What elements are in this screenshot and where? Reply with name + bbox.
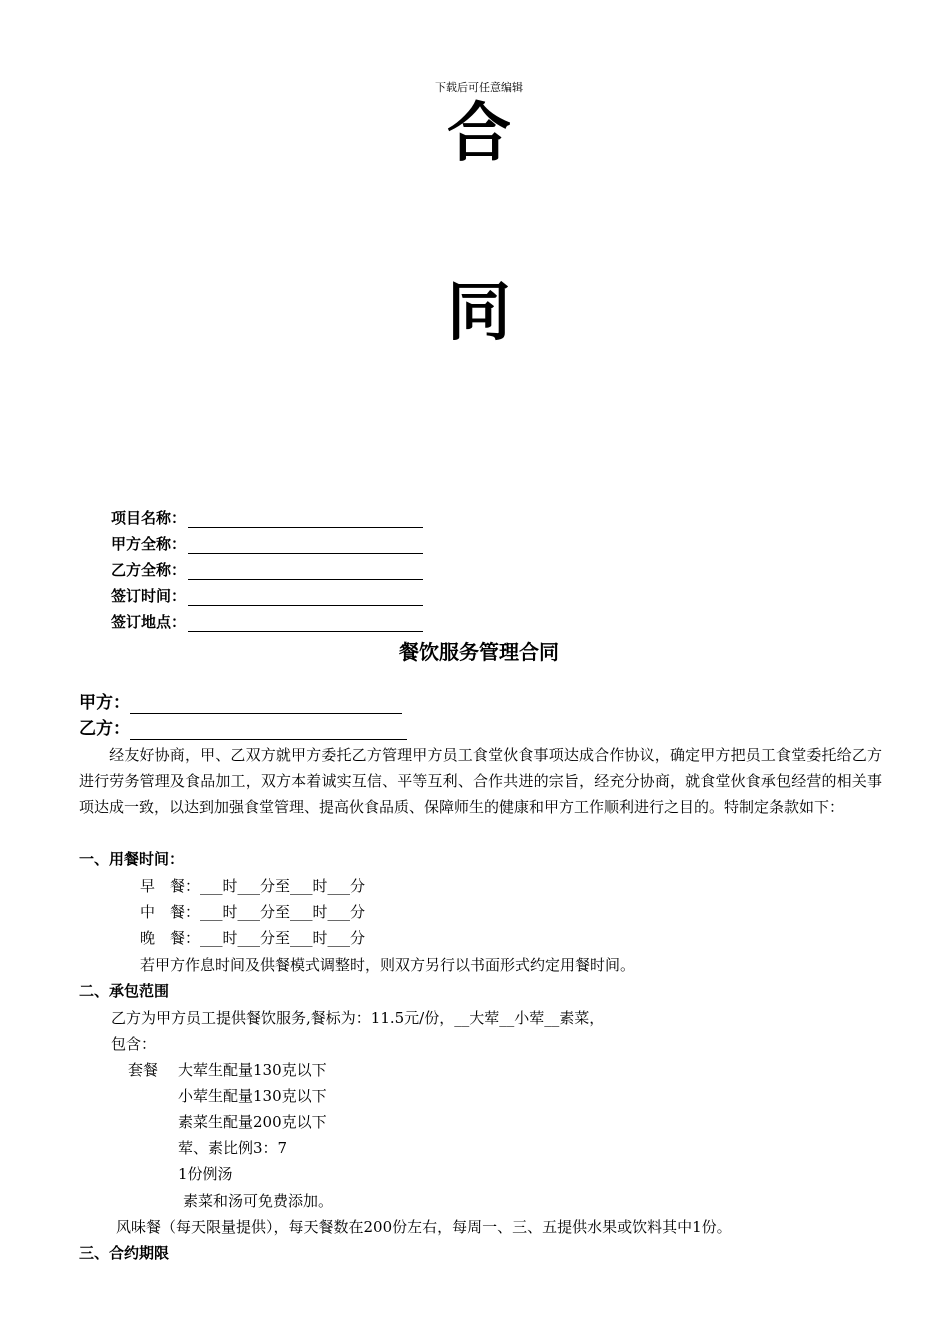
meal-dinner: 晚 餐：___时___分至___时___分 bbox=[140, 929, 366, 947]
blank-line bbox=[188, 538, 423, 554]
party-b-row bbox=[79, 718, 407, 740]
intro-text: 经友好协商，甲、乙双方就甲方委托乙方管理甲方员工食堂伙食事项达成合作协议，确定甲方把员工食堂委托给乙方进行劳务管理及食品加工，双方本着诚实互信、平等互利、合作共进的宗旨，经充分协商，就食堂伙食承包经营的相关事项达成一致，以达到加强食堂管理、提高伙食品质、保障师生的健康和甲方工作顺利进行之目的。特制定条款如下： bbox=[79, 746, 882, 816]
section-heading-scope: 二、承包范围 bbox=[79, 982, 170, 1000]
cover-field-party-b bbox=[111, 560, 423, 580]
meal-time-note: 若甲方作息时间及供餐模式调整时，则双方另行以书面形式约定用餐时间。 bbox=[140, 956, 636, 974]
cover-field-sign-place bbox=[111, 612, 423, 632]
party-a-row bbox=[79, 692, 402, 714]
blank-line bbox=[130, 697, 402, 714]
contract-title: 餐饮服务管理合同 bbox=[399, 640, 559, 664]
party-b-label: 乙方： bbox=[79, 719, 130, 739]
cover-field-label: 甲方全称： bbox=[111, 535, 187, 553]
blank-line bbox=[188, 564, 423, 580]
section-heading-meal-time: 一、用餐时间： bbox=[79, 850, 185, 868]
section-heading-term: 三、合约期限 bbox=[79, 1244, 170, 1262]
flavor-meal-note: 风味餐（每天限量提供），每天餐数在200份左右，每周一、三、五提供水果或饮料其中1份。 bbox=[116, 1218, 732, 1236]
cover-title-char-1: 合 bbox=[447, 96, 511, 171]
set-item: 素菜和汤可免费添加。 bbox=[183, 1192, 334, 1210]
cover-field-sign-date bbox=[111, 586, 423, 606]
meal-lunch: 中 餐：___时___分至___时___分 bbox=[140, 903, 366, 921]
blank-line bbox=[130, 723, 407, 740]
set-item: 荤、素比例3：7 bbox=[178, 1139, 288, 1157]
cover-field-label: 项目名称： bbox=[111, 509, 187, 527]
cover-field-label: 签订时间： bbox=[111, 587, 187, 605]
cover-field-label: 签订地点： bbox=[111, 613, 187, 631]
meal-breakfast: 早 餐：___时___分至___时___分 bbox=[140, 877, 366, 895]
blank-line bbox=[188, 512, 423, 528]
scope-line-2: 包含： bbox=[111, 1035, 157, 1053]
cover-title-char-2: 同 bbox=[447, 275, 511, 350]
party-a-label: 甲方： bbox=[79, 693, 130, 713]
cover-field-project-name bbox=[111, 508, 423, 528]
cover-field-party-a bbox=[111, 534, 423, 554]
header-note: 下载后可任意编辑 bbox=[435, 81, 523, 94]
cover-field-label: 乙方全称： bbox=[111, 561, 187, 579]
set-item: 大荤生配量130克以下 bbox=[178, 1061, 327, 1079]
set-meal-label: 套餐 bbox=[128, 1061, 159, 1079]
scope-line-1: 乙方为甲方员工提供餐饮服务,餐标为：11.5元/份，__大荤__小荤__素菜， bbox=[111, 1009, 605, 1027]
blank-line bbox=[188, 590, 423, 606]
blank-line bbox=[188, 616, 423, 632]
set-item: 1份例汤 bbox=[178, 1165, 233, 1183]
set-item: 素菜生配量200克以下 bbox=[178, 1113, 327, 1131]
set-item: 小荤生配量130克以下 bbox=[178, 1087, 327, 1105]
intro-paragraph bbox=[79, 742, 882, 820]
